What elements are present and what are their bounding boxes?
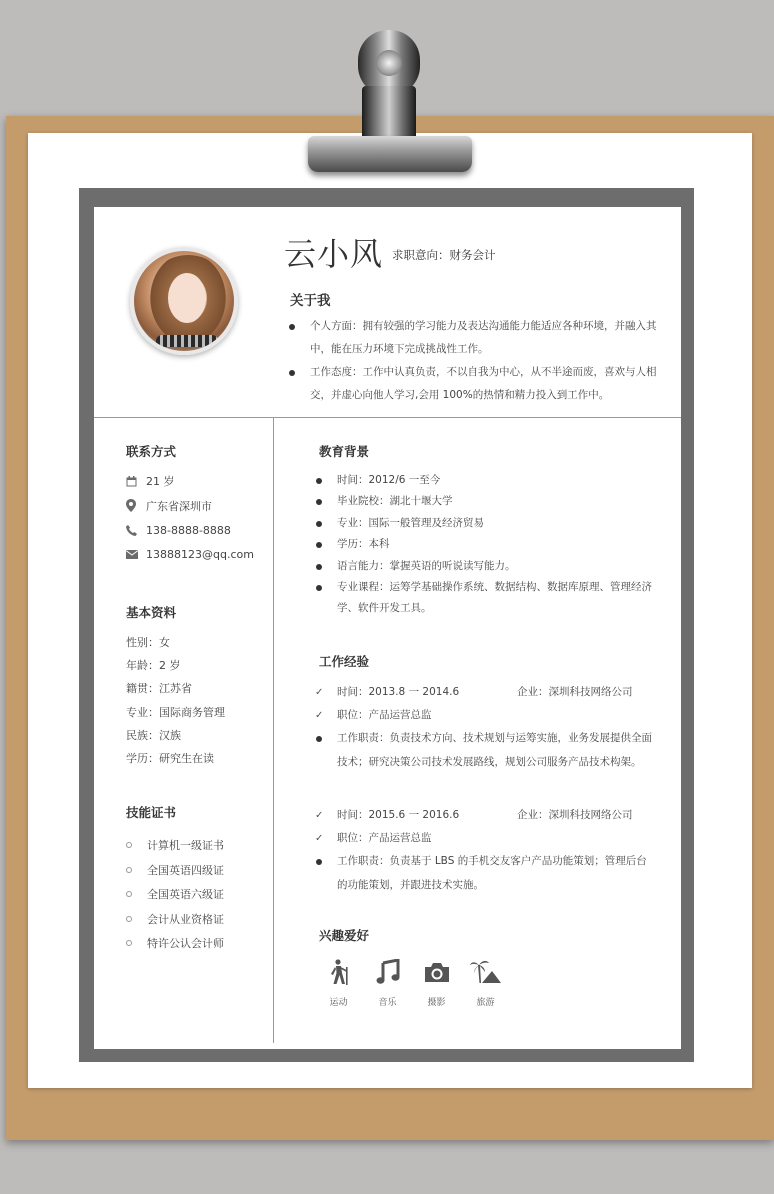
- phone-icon: [126, 525, 146, 536]
- contact-item: [126, 494, 254, 519]
- education-item: 语言能力：掌握英语的听说读写能力。: [312, 556, 657, 577]
- certs-title: 技能证书: [126, 805, 177, 820]
- contact-title: 联系方式: [126, 444, 177, 459]
- job-intent: 求职意向：财务会计: [392, 248, 496, 262]
- hobby-label: 旅游: [476, 998, 495, 1008]
- basic-info-item: 专业：国际商务管理: [126, 705, 225, 719]
- hobby-label: 摄影: [427, 998, 446, 1008]
- contact-item: [126, 543, 254, 568]
- basic-info-item: 学历：研究生在读: [126, 751, 214, 765]
- basic-info-item: 年龄：2 岁: [126, 659, 181, 673]
- job-time-row: [312, 681, 657, 704]
- job-time: ✓ 时间：2015.6 一 2016.6: [337, 809, 460, 821]
- music-note-icon: [376, 959, 400, 985]
- cert-item: [126, 858, 224, 883]
- hiking-icon: [327, 959, 351, 985]
- contact-text: 21 岁: [146, 475, 175, 489]
- cert-text: 会计从业资格证: [147, 912, 224, 926]
- education-item: 学历：本科: [312, 534, 657, 555]
- education-list: [312, 470, 657, 620]
- certs-list: [126, 833, 224, 956]
- about-item: 工作态度：工作中认真负责，不以自我为中心，从不半途而废，喜欢与人相交，并虚心向他人学习,会用 100%的热情和精力投入到工作中。: [288, 361, 658, 407]
- cert-item: [126, 907, 224, 932]
- calendar-icon: [126, 476, 146, 487]
- about-title: 关于我: [290, 293, 331, 309]
- cert-text: 全国英语六级证: [147, 888, 224, 902]
- contact-text: 13888123@qq.com: [146, 548, 254, 562]
- job-position: ✓ 职位：产品运营总监: [312, 704, 657, 727]
- hobbies-title: 兴趣爱好: [319, 928, 370, 943]
- job-entry: [312, 804, 657, 897]
- applicant-name: 云小风: [284, 235, 384, 273]
- contact-list: [126, 469, 254, 567]
- cert-text: 计算机一级证书: [147, 839, 224, 853]
- cert-item: [126, 931, 224, 956]
- education-item: 毕业院校：湖北十堰大学: [312, 491, 657, 512]
- hobby-label: 音乐: [378, 998, 397, 1008]
- avatar: [130, 247, 238, 355]
- work-title: 工作经验: [319, 654, 370, 669]
- job-company: 企业：深圳科技网络公司: [517, 809, 633, 821]
- basic-info-item: 民族：汉族: [126, 728, 181, 742]
- mail-icon: [126, 550, 146, 559]
- job-time-row: [312, 804, 657, 827]
- hobby-item: [412, 959, 461, 1008]
- contact-text: 广东省深圳市: [146, 499, 212, 513]
- contact-item: [126, 469, 254, 494]
- vertical-divider: [273, 417, 274, 1043]
- job-position: ✓ 职位：产品运营总监: [312, 827, 657, 850]
- job-entry: [312, 681, 657, 774]
- hobbies-list: [314, 959, 510, 1008]
- resume-page: [94, 207, 681, 1049]
- camera-icon: [423, 959, 451, 985]
- about-item: 个人方面：拥有较强的学习能力及表达沟通能力能适应各种环境，并融入其中，能在压力环境下完成挑战性工作。: [288, 315, 658, 361]
- palm-tree-icon: [470, 959, 502, 985]
- hobby-item: [314, 959, 363, 1008]
- job-duty: 工作职责：负责基于 LBS 的手机交友客户产品功能策划；管理后台的功能策划，并跟进技术实施。: [312, 850, 657, 896]
- job-company: 企业：深圳科技网络公司: [517, 686, 633, 698]
- cert-text: 特许公认会计师: [147, 937, 224, 951]
- hobby-item: [461, 959, 510, 1008]
- job-time: ✓ 时间：2013.8 一 2014.6: [337, 686, 460, 698]
- cert-text: 全国英语四级证: [147, 863, 224, 877]
- education-item: 专业：国际一般管理及经济贸易: [312, 513, 657, 534]
- location-pin-icon: [126, 499, 146, 512]
- hobby-item: [363, 959, 412, 1008]
- education-title: 教育背景: [319, 444, 370, 459]
- horizontal-divider: [94, 417, 681, 418]
- job-duty: 工作职责：负责技术方向、技术规划与运筹实施，业务发展提供全面技术；研究决策公司技术发展路线，规划公司服务产品技术构架。: [312, 727, 657, 773]
- education-item: 时间：2012/6 一至今: [312, 470, 657, 491]
- education-item: 专业课程：运筹学基础操作系统、数据结构、数据库原理、管理经济学、软件开发工具。: [312, 577, 657, 620]
- basic-info-item: 性别：女: [126, 636, 170, 649]
- contact-item: [126, 518, 254, 543]
- about-list: [288, 315, 658, 407]
- basic-info-list: [126, 631, 225, 770]
- binder-clip: [300, 26, 480, 176]
- basic-info-item: 籍贯：江苏省: [126, 682, 192, 696]
- basic-info-title: 基本资料: [126, 605, 177, 620]
- contact-text: 138-8888-8888: [146, 523, 231, 537]
- cert-item: [126, 833, 224, 858]
- hobby-label: 运动: [329, 998, 348, 1008]
- cert-item: [126, 882, 224, 907]
